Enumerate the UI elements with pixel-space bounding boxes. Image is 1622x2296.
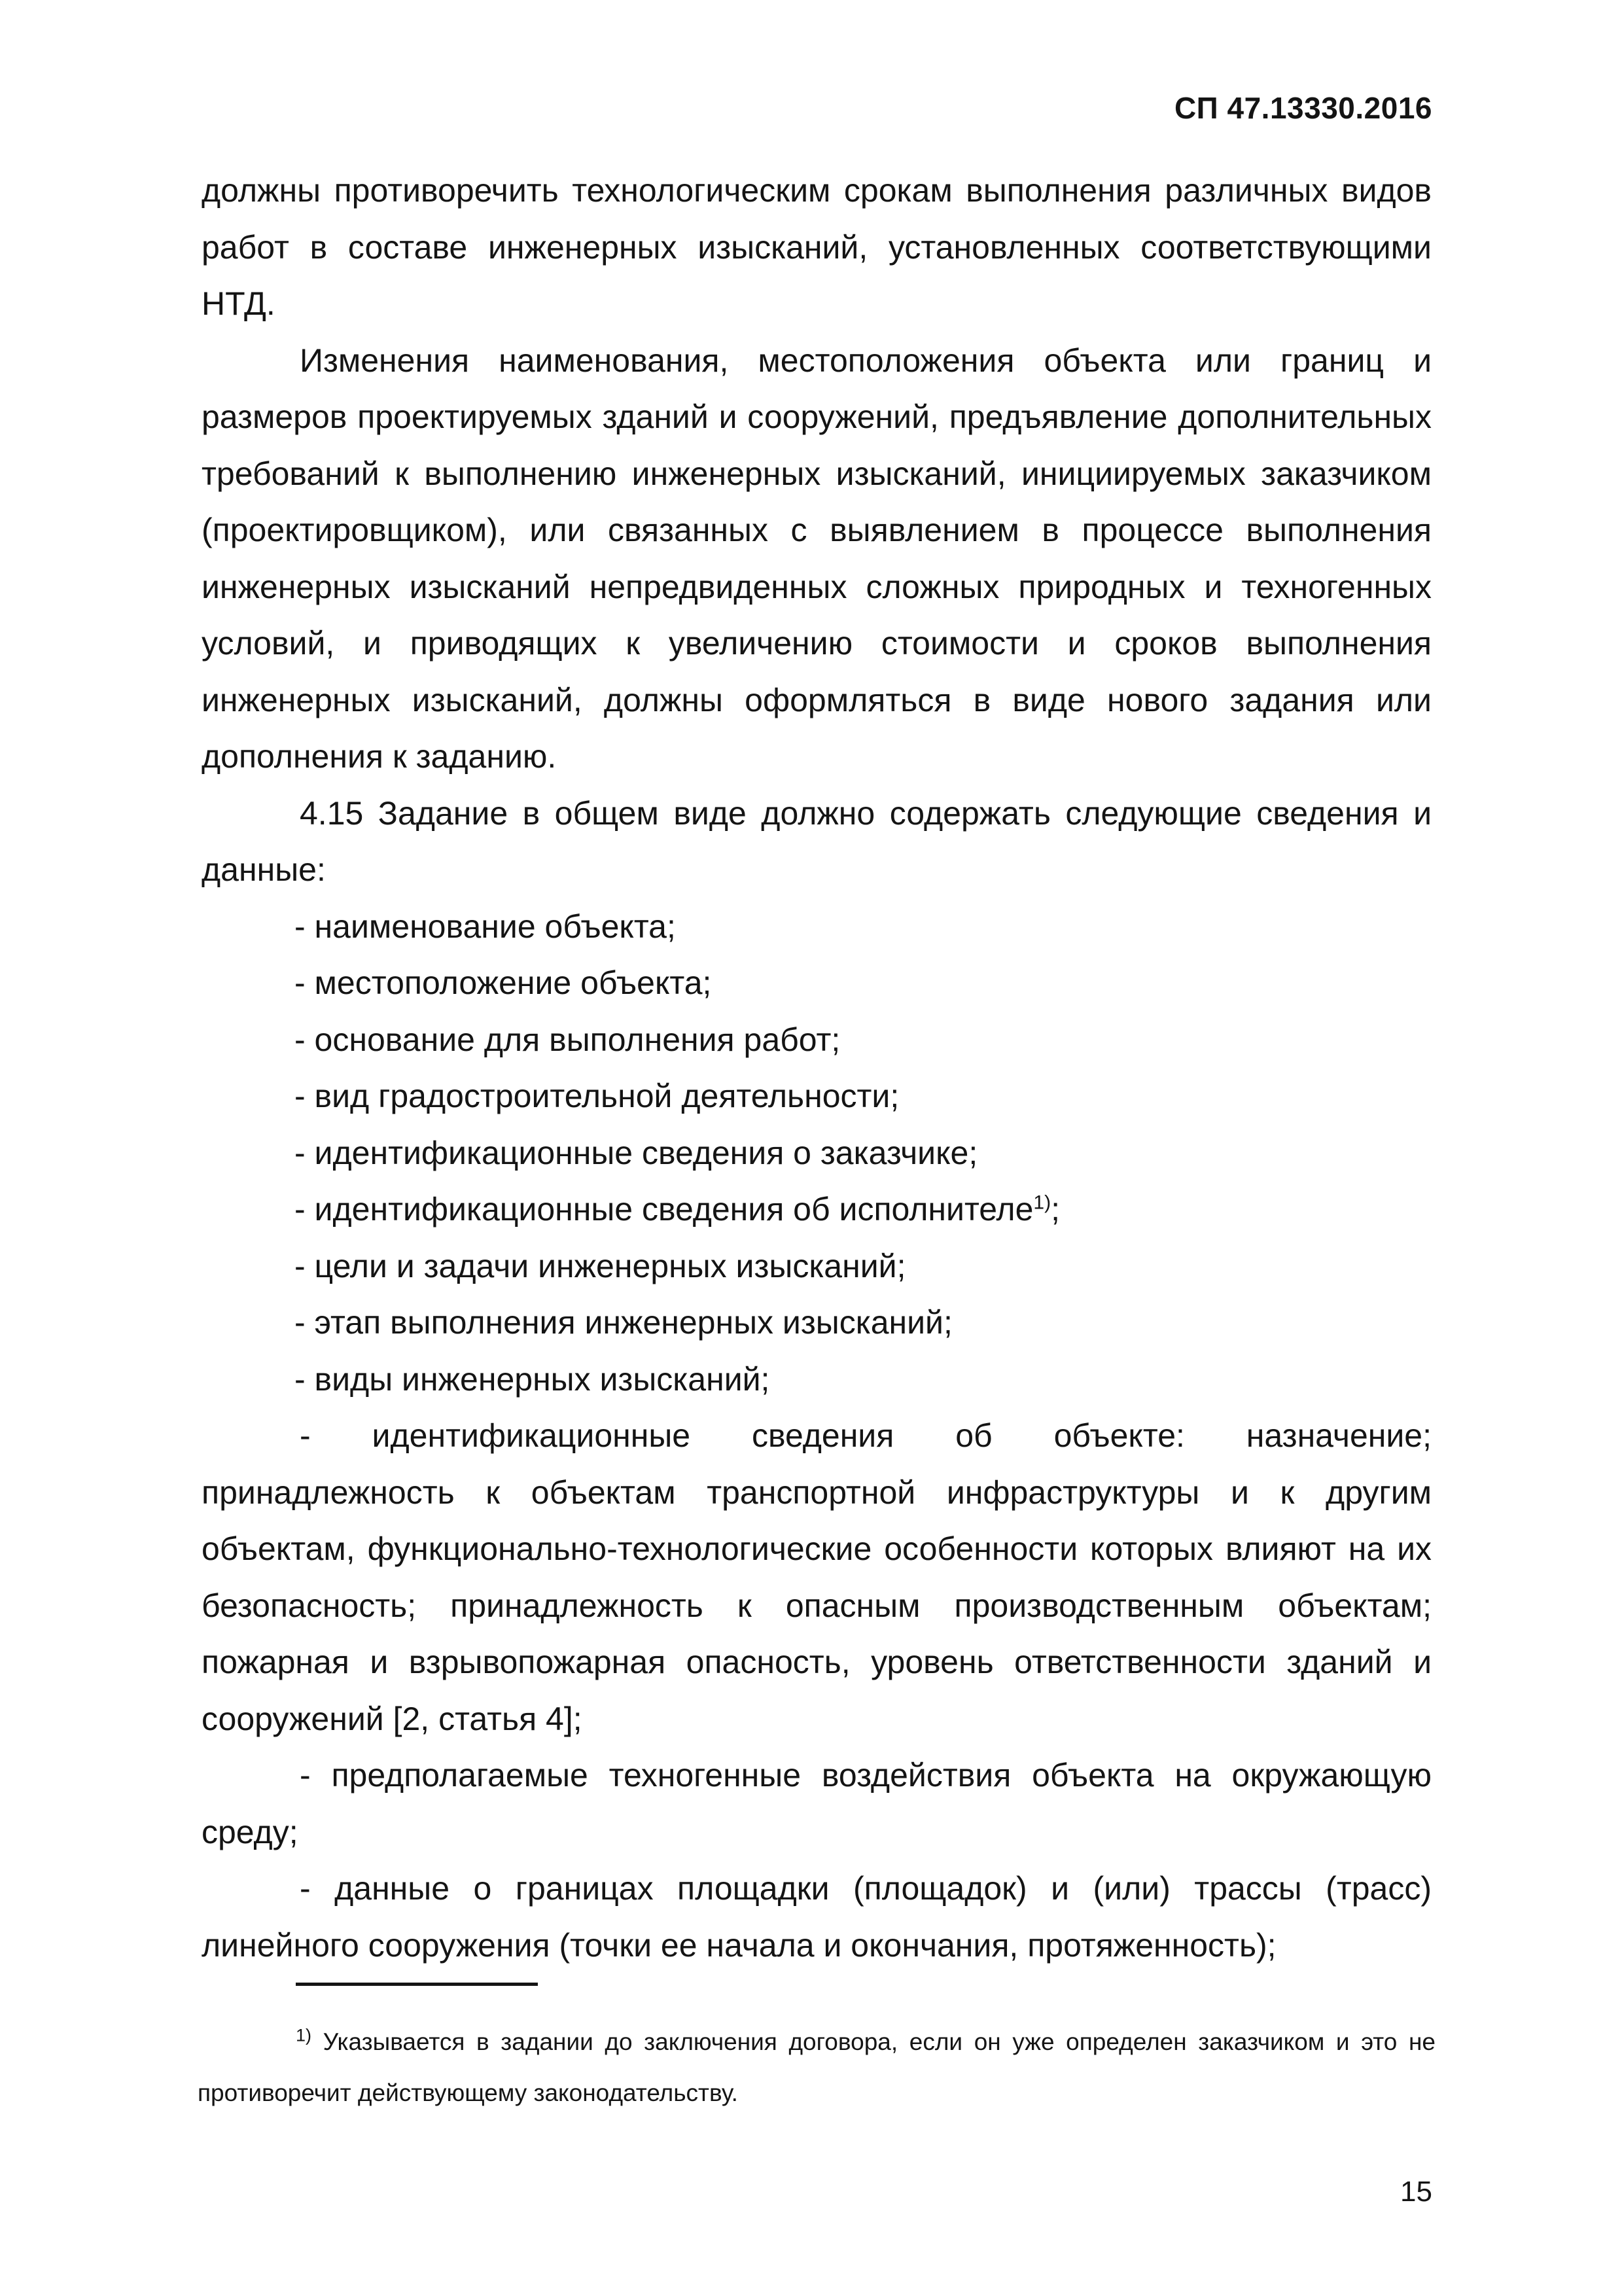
list-item	[202, 1181, 1432, 1238]
list-item-punctuation: ;	[1051, 1191, 1061, 1227]
footnote-marker: 1)	[296, 2025, 312, 2045]
list-item: - идентификационные сведения об объекте: назначение; принадлежность к объектам транспортной инфраструктуры и к другим объектам, функционально-технологические особенности которых влияют на их безопасность; принадлежность к опасным производственным объектам; пожарная и взрывопожарная опасность, уровень ответственности зданий и сооружений [2, статья 4];	[202, 1417, 1432, 1737]
footnote	[198, 2017, 1436, 2119]
page-number: 15	[1400, 2176, 1432, 2208]
paragraph-continuation: должны противоречить технологическим срокам выполнения различных видов работ в составе инженерных изысканий, установленных соответствующими НТД.	[202, 172, 1432, 322]
list-item: - цели и задачи инженерных изысканий;	[294, 1247, 906, 1284]
list-item: - данные о границах площадки (площадок) и (или) трассы (трасс) линейного сооружения (точки ее начала и окончания, протяженность);	[202, 1870, 1432, 1964]
document-code-header: СП 47.13330.2016	[1174, 91, 1432, 125]
list-item: - виды инженерных изысканий;	[294, 1360, 770, 1398]
list-item: - этап выполнения инженерных изысканий;	[294, 1304, 953, 1341]
body-text	[202, 162, 1432, 1973]
footnote-text: Указывается в задании до заключения договора, если он уже определен заказчиком и это не противоречит действующему законодательству.	[198, 2028, 1436, 2106]
list-item: - наименование объекта;	[294, 908, 676, 945]
paragraph-4-15: 4.15 Задание в общем виде должно содержать следующие сведения и данные:	[202, 794, 1432, 888]
list-item: - основание для выполнения работ;	[294, 1021, 841, 1058]
footnote-divider	[296, 1983, 538, 1986]
list-item: - вид градостроительной деятельности;	[294, 1078, 900, 1114]
list-item-text: - идентификационные сведения об исполнителе	[294, 1191, 1034, 1227]
list-item: - идентификационные сведения о заказчике;	[294, 1134, 978, 1171]
list-item: - местоположение объекта;	[294, 964, 712, 1001]
paragraph-changes: Изменения наименования, местоположения объекта или границ и размеров проектируемых зданий и сооружений, предъявление дополнительных требований к выполнению инженерных изысканий, инициируемых заказчиком (проектировщиком), или связанных с выявлением в процессе выполнения инженерных изысканий непредвиденных сложных природных и техногенных условий, и приводящих к увеличению стоимости и сроков выполнения инженерных изысканий, должны оформляться в виде нового задания или дополнения к заданию.	[202, 342, 1432, 775]
list-item: - предполагаемые техногенные воздействия объекта на окружающую среду;	[202, 1757, 1432, 1850]
footnote-reference[interactable]: 1)	[1033, 1192, 1051, 1214]
